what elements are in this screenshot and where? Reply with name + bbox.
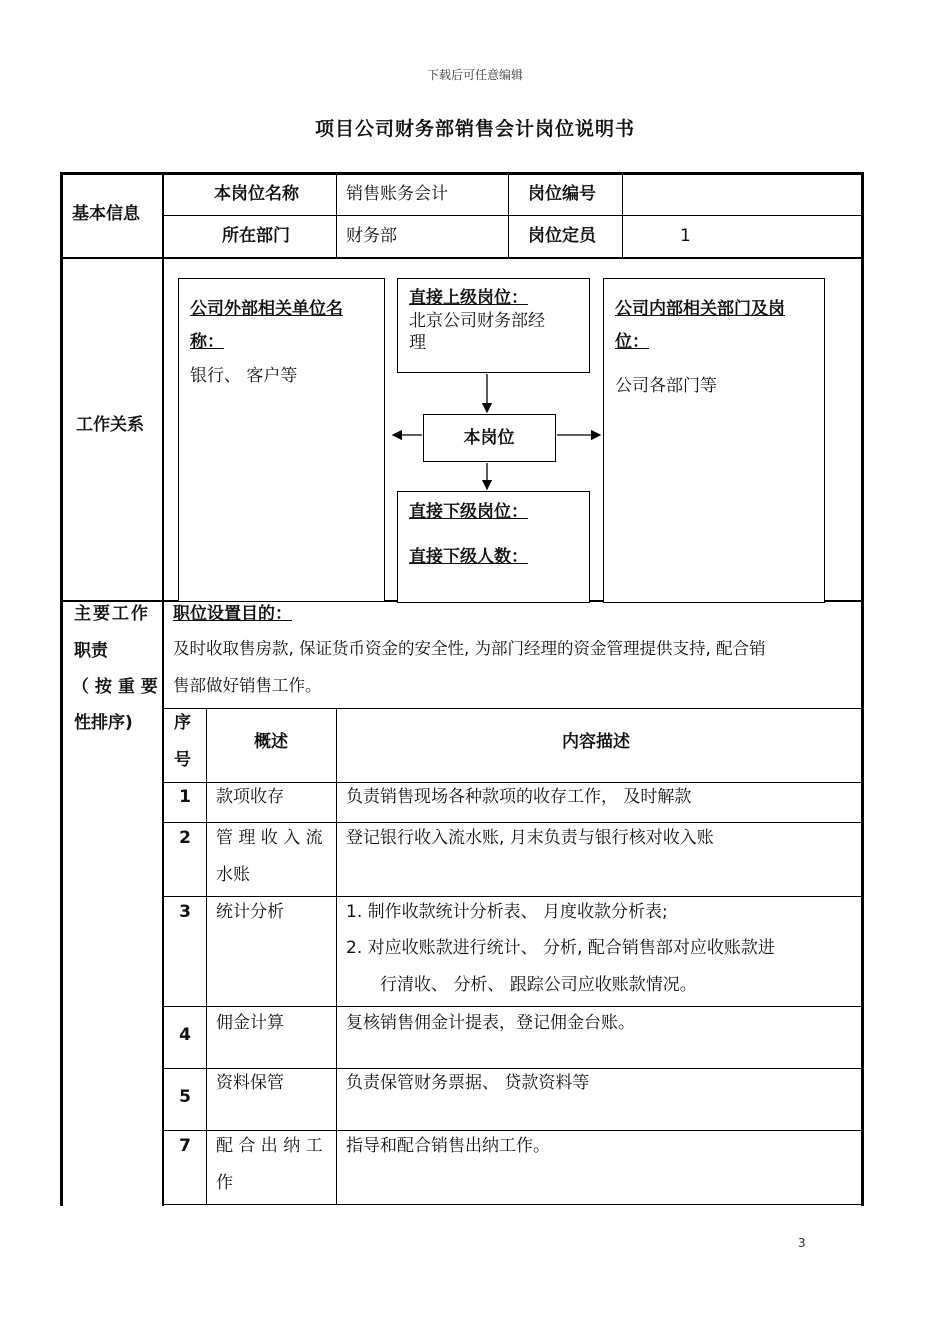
duty-table-col-divider [206,708,207,1205]
duty-table-col-divider [336,708,337,1205]
purpose-text: 及时收取售房款, 保证货币资金的安全性, 为部门经理的资金管理提供支持, 配合销 [173,639,766,658]
page-title: 项目公司财务部销售会计岗位说明书 [314,118,635,140]
headcount-label: 岗位定员 [528,226,596,246]
table-row-summary: 统计分析 [216,902,284,922]
purpose-title: 职位设置目的： [173,604,292,624]
table-row-seq: 1 [179,787,191,807]
duty-table-row-divider [163,708,861,709]
col-seq-header: 序 [174,713,191,733]
table-row-content: 负责保管财务票据、 贷款资料等 [346,1073,590,1093]
purpose-text-cont: 售部做好销售工作。 [173,676,322,695]
duty-table-row-divider [163,896,861,897]
superior-value-cont: 理 [409,333,426,353]
internal-departments-value: 公司各部门等 [615,376,717,396]
duty-table-row-divider [163,1006,861,1007]
table-row-content: 1. 制作收款统计分析表、 月度收款分析表; [346,902,668,922]
table-row-summary: 管 理 收 入 流 [216,828,323,848]
position-name-value: 销售账务会计 [346,184,448,204]
subordinate-count-title: 直接下级人数： [409,547,528,567]
table-row-summary: 资料保管 [216,1073,284,1093]
internal-departments-title: 公司内部相关部门及岗 [615,299,785,319]
table-row-summary-cont: 作 [216,1173,233,1193]
table-row-summary: 配 合 出 纳 工 [216,1136,323,1156]
subordinate-title: 直接下级岗位： [409,502,528,522]
table-row-seq: 3 [179,902,191,922]
department-label: 所在部门 [222,226,290,246]
duty-table-row-divider [163,1068,861,1069]
superior-value: 北京公司财务部经 [409,311,545,331]
table-row-content: 复核销售佣金计提表，登记佣金台账。 [346,1013,635,1033]
col-content-header: 内容描述 [562,732,630,752]
table-row-content-cont: 行清收、 分析、 跟踪公司应收账款情况。 [380,975,697,995]
table-row-seq: 2 [179,828,191,848]
table-row-content: 指导和配合销售出纳工作。 [346,1136,550,1156]
department-value: 财务部 [346,226,397,246]
duties-label-line4: 性排序) [74,713,133,733]
work-relations-label: 工作关系 [76,415,144,435]
table-row-content: 2. 对应收账款进行统计、 分析, 配合销售部对应收账款进 [346,938,775,958]
table-row-seq: 5 [179,1087,191,1107]
superior-title: 直接上级岗位： [409,288,528,308]
table-row-summary-cont: 水账 [216,865,250,885]
external-units-title-cont: 称： [190,332,224,352]
self-position-label: 本岗位 [463,428,515,448]
basic-info-label: 基本信息 [72,204,140,224]
duty-table-row-divider [163,782,861,783]
external-units-value: 银行、 客户等 [190,366,298,386]
headcount-value: 1 [680,226,691,246]
col-seq-header-cont: 号 [174,750,191,770]
page-number: 3 [798,1236,806,1250]
duty-table-bottom [163,1204,861,1205]
internal-departments-title-cont: 位： [615,332,649,352]
table-row-content: 负责销售现场各种款项的收存工作， 及时解款 [346,787,692,807]
relation-arrows [0,0,950,620]
table-row-seq: 4 [179,1025,191,1045]
table-row-summary: 佣金计算 [216,1013,284,1033]
table-row-seq: 7 [179,1136,191,1156]
header-note: 下载后可任意编辑 [426,68,523,82]
table-row-summary: 款项收存 [216,787,284,807]
duties-label-line2: 职责 [74,641,108,661]
col-summary-header: 概述 [254,732,288,752]
duties-label-line1: 主要工作 [74,604,150,624]
duty-table-row-divider [163,1130,861,1131]
external-units-title: 公司外部相关单位名 [190,299,343,319]
position-name-label: 本岗位名称 [214,184,299,204]
table-row-content: 登记银行收入流水账, 月末负责与银行核对收入账 [346,828,714,848]
duty-table-row-divider [163,822,861,823]
duties-label-line3: （ 按 重 要 [72,677,158,697]
position-code-label: 岗位编号 [528,184,596,204]
